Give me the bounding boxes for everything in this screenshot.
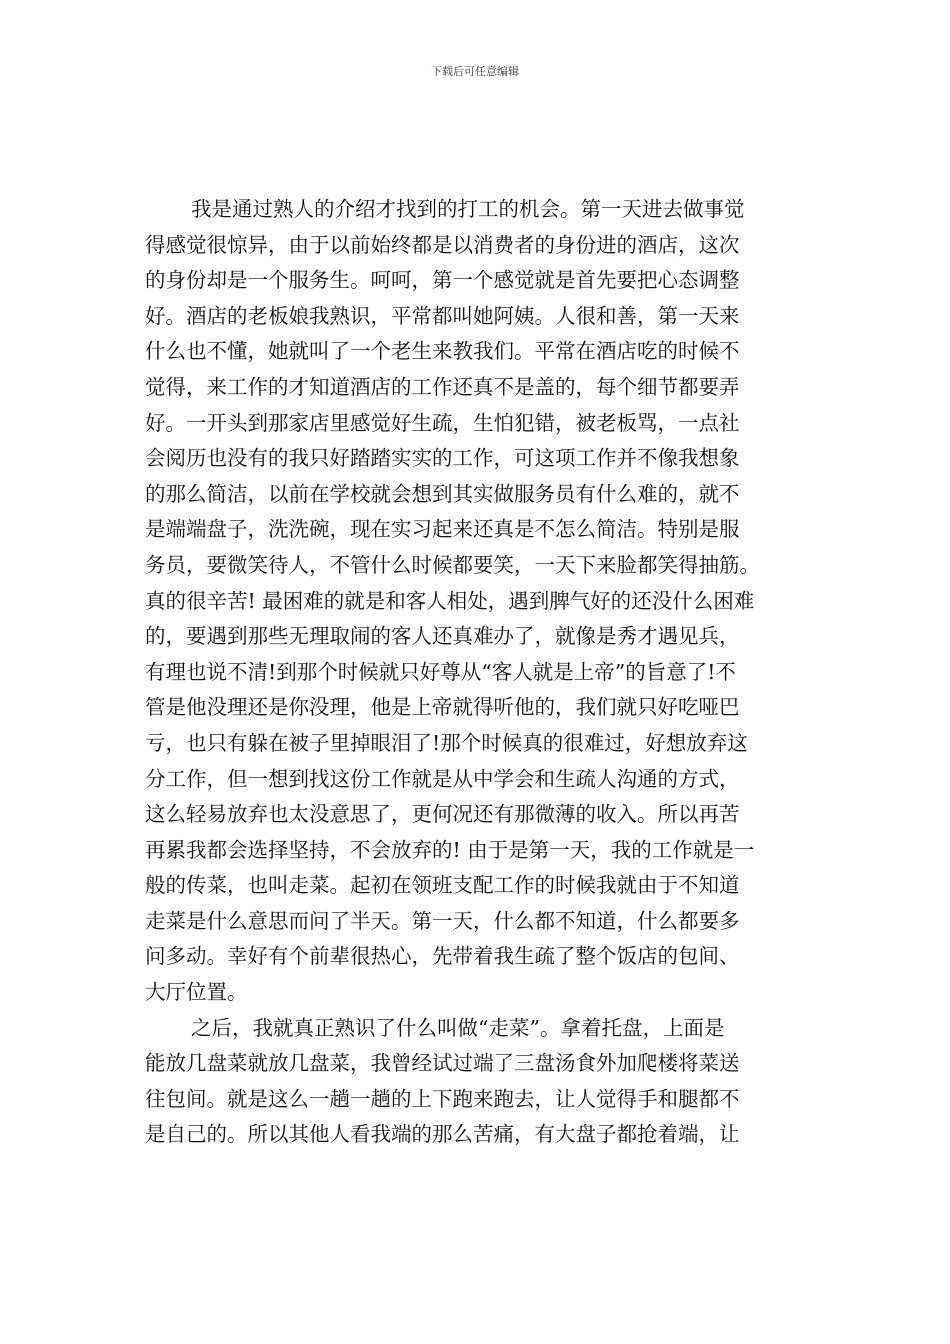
text-line: 的，要遇到那些无理取闹的客人还真难办了，就像是秀才遇见兵， xyxy=(145,624,740,649)
text-line: 的那么简洁，以前在学校就会想到其实做服务员有什么难的，就不 xyxy=(145,481,740,506)
text-line: 觉得，来工作的才知道酒店的工作还真不是盖的，每个细节都要弄 xyxy=(145,374,740,399)
text-line: 我是通过熟人的介绍才找到的打工的机会。第一天进去做事觉 xyxy=(191,197,745,221)
text-line: 有理也说不清!到那个时候就只好尊从“客人就是上帝”的旨意了!不 xyxy=(145,659,736,684)
text-line: 是自己的。所以其他人看我端的那么苦痛，有大盘子都抢着端，让 xyxy=(145,1122,740,1147)
text-line: 的身份却是一个服务生。呵呵，第一个感觉就是首先要把心态调整 xyxy=(145,268,740,293)
text-line: 再累我都会选择坚持，不会放弃的! 由于是第一天，我的工作就是一 xyxy=(145,837,755,862)
text-line: 好。一开头到那家店里感觉好生疏，生怕犯错，被老板骂，一点社 xyxy=(145,410,740,435)
text-line: 会阅历也没有的我只好踏踏实实的工作，可这项工作并不像我想象 xyxy=(145,446,740,471)
text-line: 什么也不懂，她就叫了一个老生来教我们。平常在酒店吃的时候不 xyxy=(145,339,740,364)
page-header: 下载后可任意编辑 xyxy=(431,65,519,78)
text-line: 亏，也只有躲在被子里掉眼泪了!那个时候真的很难过，好想放弃这 xyxy=(145,730,748,755)
text-line: 管是他没理还是你没理，他是上帝就得听他的，我们就只好吃哑巴 xyxy=(145,695,740,720)
text-line: 大厅位置。 xyxy=(145,980,248,1005)
text-line: 真的很辛苦! 最困难的就是和客人相处，遇到脾气好的还没什么困难 xyxy=(145,588,755,613)
text-line: 好。酒店的老板娘我熟识，平常都叫她阿姨。人很和善，第一天来 xyxy=(145,303,740,328)
document-body xyxy=(145,192,813,1153)
text-line: 得感觉很惊异，由于以前始终都是以消费者的身份进的酒店，这次 xyxy=(145,232,740,257)
text-line: 能放几盘菜就放几盘菜，我曾经试过端了三盘汤食外加爬楼将菜送 xyxy=(145,1051,740,1076)
text-line: 往包间。就是这么一趟一趟的上下跑来跑去，让人觉得手和腿都不 xyxy=(145,1086,740,1111)
text-line: 这么轻易放弃也太没意思了，更何况还有那微薄的收入。所以再苦 xyxy=(145,802,740,827)
text-line: 问多动。幸好有个前辈很热心，先带着我生疏了整个饭店的包间、 xyxy=(145,944,740,969)
text-line: 务员，要微笑待人，不管什么时候都要笑，一天下来脸都笑得抽筋。 xyxy=(145,552,760,577)
text-line: 分工作，但一想到找这份工作就是从中学会和生疏人沟通的方式， xyxy=(145,766,740,791)
text-line: 般的传菜，也叫走菜。起初在领班支配工作的时候我就由于不知道 xyxy=(145,873,740,898)
text-line: 之后，我就真正熟识了什么叫做“走菜”。拿着托盘，上面是 xyxy=(191,1015,725,1040)
text-line: 是端端盘子，洗洗碗，现在实习起来还真是不怎么简洁。特别是服 xyxy=(145,517,740,542)
text-line: 走菜是什么意思而问了半天。第一天，什么都不知道，什么都要多 xyxy=(145,908,740,933)
